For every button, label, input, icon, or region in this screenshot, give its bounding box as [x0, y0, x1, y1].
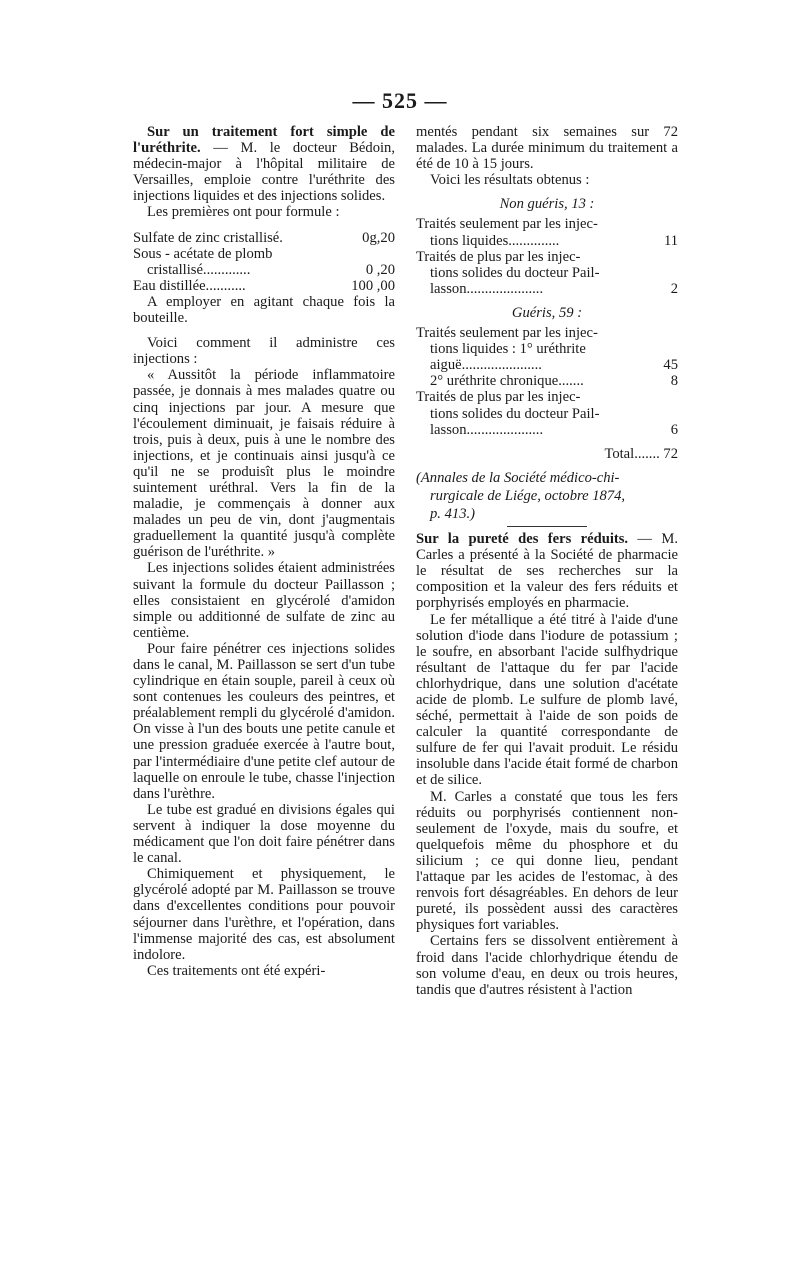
formula-instruction: A employer en agitant chaque fois la bouteille. — [133, 293, 395, 327]
paragraph: Ces traitements ont été expéri- — [147, 962, 326, 979]
results-table-gueris — [416, 325, 678, 438]
results-label: lasson..................... — [430, 421, 544, 438]
results-entry — [416, 249, 678, 297]
results-heading-gueris: Guéris, 59 : — [511, 304, 583, 321]
results-label: Traités seulement par les injec- — [416, 325, 598, 342]
paragraph: Chimiquement et physiquement, le glycérolé adopté par M. Paillasson se trouve dans d'excellentes conditions pour pouvoir séjourner dans l'urèthre, et l'opération, dans l'immense majorité des cas, est absolument indolore. — [133, 866, 395, 963]
formula-ingredient: Eau distillée........... — [133, 277, 246, 294]
results-heading-non-gueris: Non guéris, 13 : — [499, 196, 595, 213]
results-label: Traités de plus par les injec- — [416, 389, 581, 406]
results-count: 6 — [670, 421, 678, 438]
results-label: tions liquides.............. — [430, 232, 560, 249]
results-entry — [416, 325, 678, 373]
results-total: Total....... 72 — [604, 445, 678, 462]
article-1-title: Sur un traitement fort simple de l'uréthrite. — [133, 124, 395, 157]
citation: p. 413.) — [430, 505, 475, 522]
results-count: 11 — [663, 232, 678, 249]
paragraph: Les premières ont pour formule : — [147, 204, 340, 221]
quotation: « Aussitôt la période inflammatoire passée, je donnais à mes malades quatre ou cinq injections par jour. A mesure que l'écoulement diminuait, je faisais réduire à trois, puis à deux, puis à une le nombre des injections, et je continuais ainsi jusqu'à ce qu'il ne se produisît plus le moindre suintement uréthral. Vers la fin de la maladie, je commençais à donner aux malades un peu de vin, dont j'augmentais graduellement la quantité jusqu'à complète guérison de l'uréthrite. » — [133, 367, 395, 561]
results-label: aiguë...................... — [430, 357, 542, 374]
formula-row — [133, 278, 395, 294]
paragraph: Le tube est gradué en divisions égales qui servent à indiquer la dose moyenne du médicament que l'on doit faire pénétrer dans le canal. — [133, 801, 395, 867]
article-2-opening — [416, 531, 678, 611]
paragraph: Voici comment il administre ces injections : — [133, 335, 395, 368]
results-table-non-gueris — [416, 216, 678, 296]
formula-ingredient: Sous - acétate de plomb — [133, 245, 273, 262]
results-count: 2 — [670, 280, 678, 297]
results-label: tions solides du docteur Pail- — [430, 264, 600, 281]
right-column — [416, 124, 678, 998]
formula-row — [133, 262, 395, 278]
paragraph: Les injections solides étaient administrées suivant la formule du docteur Paillasson ; elles consistaient en glycérolé d'amidon simple ou additionné de sulfate de zinc au centième. — [133, 560, 395, 641]
page-number: — 525 — — [352, 88, 448, 113]
paragraph: M. Carles a constaté que tous les fers réduits ou porphyrisés contiennent non-seulement de l'oxyde, mais du soufre, et quelquefois même du phosphore et du silicium ; ce qui donne lieu, pendant l'attaque par les acides de l'estomac, à des renvois fort désagréables. En dehors de leur pureté, ils possèdent aussi des caractères physiques fort variables. — [416, 788, 678, 934]
paragraph: Pour faire pénétrer ces injections solides dans le canal, M. Paillasson se sert d'un tube cylindrique en étain souple, pareil à ceux où sont contenues les couleurs des peintres, et préalablement rempli du glycérolé d'amidon. On visse à l'un des bouts une petite canule et une pression graduée exercée à l'autre bout, par l'intermédiaire d'une petite clef autour de laquelle on enroule le tube, chasse l'injection dans l'urèthre. — [133, 640, 395, 802]
formula-row — [133, 246, 395, 262]
formula-amount: 0 ,20 — [365, 261, 395, 278]
left-column — [133, 124, 395, 979]
paragraph: Le fer métallique a été titré à l'aide d'une solution d'iode dans l'iodure de potassium ; le soufre, en absorbant l'acide sulfhydrique résultant de l'attaque du fer par l'acide chlorhydrique, dans une solution d'acétate acide de plomb. Le sulfure de plomb lavé, séché, permettait à l'aide de son poids de calculer la quantité correspondante de sulfure de fer qui l'avait produit. Le résidu insoluble dans l'acide était formé de charbon et de silice. — [416, 611, 678, 789]
section-divider — [507, 526, 587, 527]
results-label: lasson..................... — [430, 280, 544, 297]
formula-ingredient: Sulfate de zinc cristallisé. — [133, 229, 283, 246]
results-label: Traités de plus par les injec- — [416, 248, 581, 265]
results-count: 8 — [670, 373, 678, 390]
results-label: tions solides du docteur Pail- — [430, 405, 600, 422]
formula-ingredient: cristallisé............. — [147, 261, 251, 278]
results-label: tions liquides : 1° uréthrite — [430, 341, 586, 358]
results-label: 2° uréthrite chronique....... — [430, 373, 584, 390]
formula-amount: 0g,20 — [362, 229, 395, 246]
formula-row — [133, 230, 395, 246]
article-2-intro: — M. Carles a présenté à la Société de pharmacie le résultat de ses recherches sur la composition et la valeur des fers réduits et porphyrisés employés en pharmacie. — [416, 531, 679, 612]
formula-table — [133, 230, 395, 327]
article-1-opening — [133, 124, 395, 204]
results-count: 45 — [663, 357, 678, 374]
paragraph: Voici les résultats obtenus : — [430, 172, 590, 189]
article-2-title: Sur la pureté des fers réduits. — [416, 531, 629, 548]
results-entry — [416, 216, 678, 248]
paragraph: Certains fers se dissolvent entièrement à froid dans l'acide chlorhydrique étendu de son volume d'eau, en deux ou trois heures, tandis que d'autres résistent à l'action — [416, 933, 678, 998]
results-label: Traités seulement par les injec- — [416, 216, 598, 233]
results-entry — [416, 373, 678, 389]
article-1-intro: — M. le docteur Bédoin, médecin-major à l'hôpital militaire de Versailles, emploie contre l'uréthrite des injections liquides et des injections solides. — [133, 140, 395, 205]
results-entry — [416, 389, 678, 437]
citation: rurgicale de Liége, octobre 1874, — [430, 487, 626, 504]
paragraph: mentés pendant six semaines sur 72 malades. La durée minimum du traitement a été de 10 à 15 jours. — [416, 124, 678, 173]
citation: (Annales de la Société médico-chi- — [416, 469, 620, 486]
formula-amount: 100 ,00 — [351, 277, 395, 294]
